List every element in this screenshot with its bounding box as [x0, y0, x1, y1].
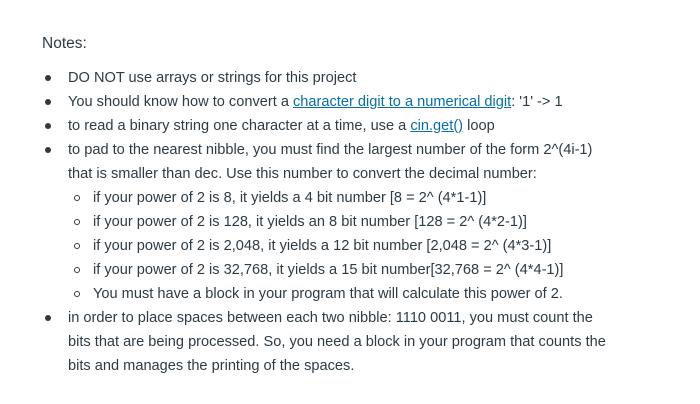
cin-get-link[interactable]: cin.get() — [410, 118, 464, 134]
item-text: to read a binary string one character at a time, use a — [68, 118, 411, 134]
sub-list-item: You must have a block in your program that will calculate this power of 2. — [0, 282, 700, 306]
character-digit-link[interactable]: character digit to a numerical digit — [293, 94, 512, 110]
sub-list-item: if your power of 2 is 2,048, it yields a 12 bit number [2,048 = 2^ (4*3-1)] — [0, 234, 700, 258]
sub-list-item: if your power of 2 is 32,768, it yields a 15 bit number[32,768 = 2^ (4*4-1)] — [0, 258, 700, 282]
list-item — [0, 138, 700, 186]
list-item — [0, 114, 700, 138]
item-text: : '1' -> 1 — [511, 94, 563, 110]
item-text: loop — [463, 118, 495, 134]
item-text: You should know how to convert a — [68, 94, 293, 110]
item-text: bits and manages the printing of the spaces. — [68, 358, 355, 374]
list-item — [0, 90, 700, 114]
list-item — [0, 66, 700, 90]
sub-list-item: if your power of 2 is 128, it yields an 8 bit number [128 = 2^ (4*2-1)] — [0, 210, 700, 234]
sub-list-item: if your power of 2 is 8, it yields a 4 bit number [8 = 2^ (4*1-1)] — [0, 186, 700, 210]
notes-heading: Notes: — [42, 35, 87, 52]
item-text: that is smaller than dec. Use this number to convert the decimal number: — [68, 166, 537, 182]
item-text: DO NOT use arrays or strings for this project — [68, 70, 357, 86]
notes-list — [0, 66, 700, 378]
item-text: bits that are being processed. So, you need a block in your program that counts the — [68, 334, 606, 350]
item-text: in order to place spaces between each two nibble: 1110 0011, you must count the — [68, 310, 593, 326]
list-item — [0, 306, 700, 378]
item-text: to pad to the nearest nibble, you must find the largest number of the form 2^(4i-1) — [68, 142, 593, 158]
